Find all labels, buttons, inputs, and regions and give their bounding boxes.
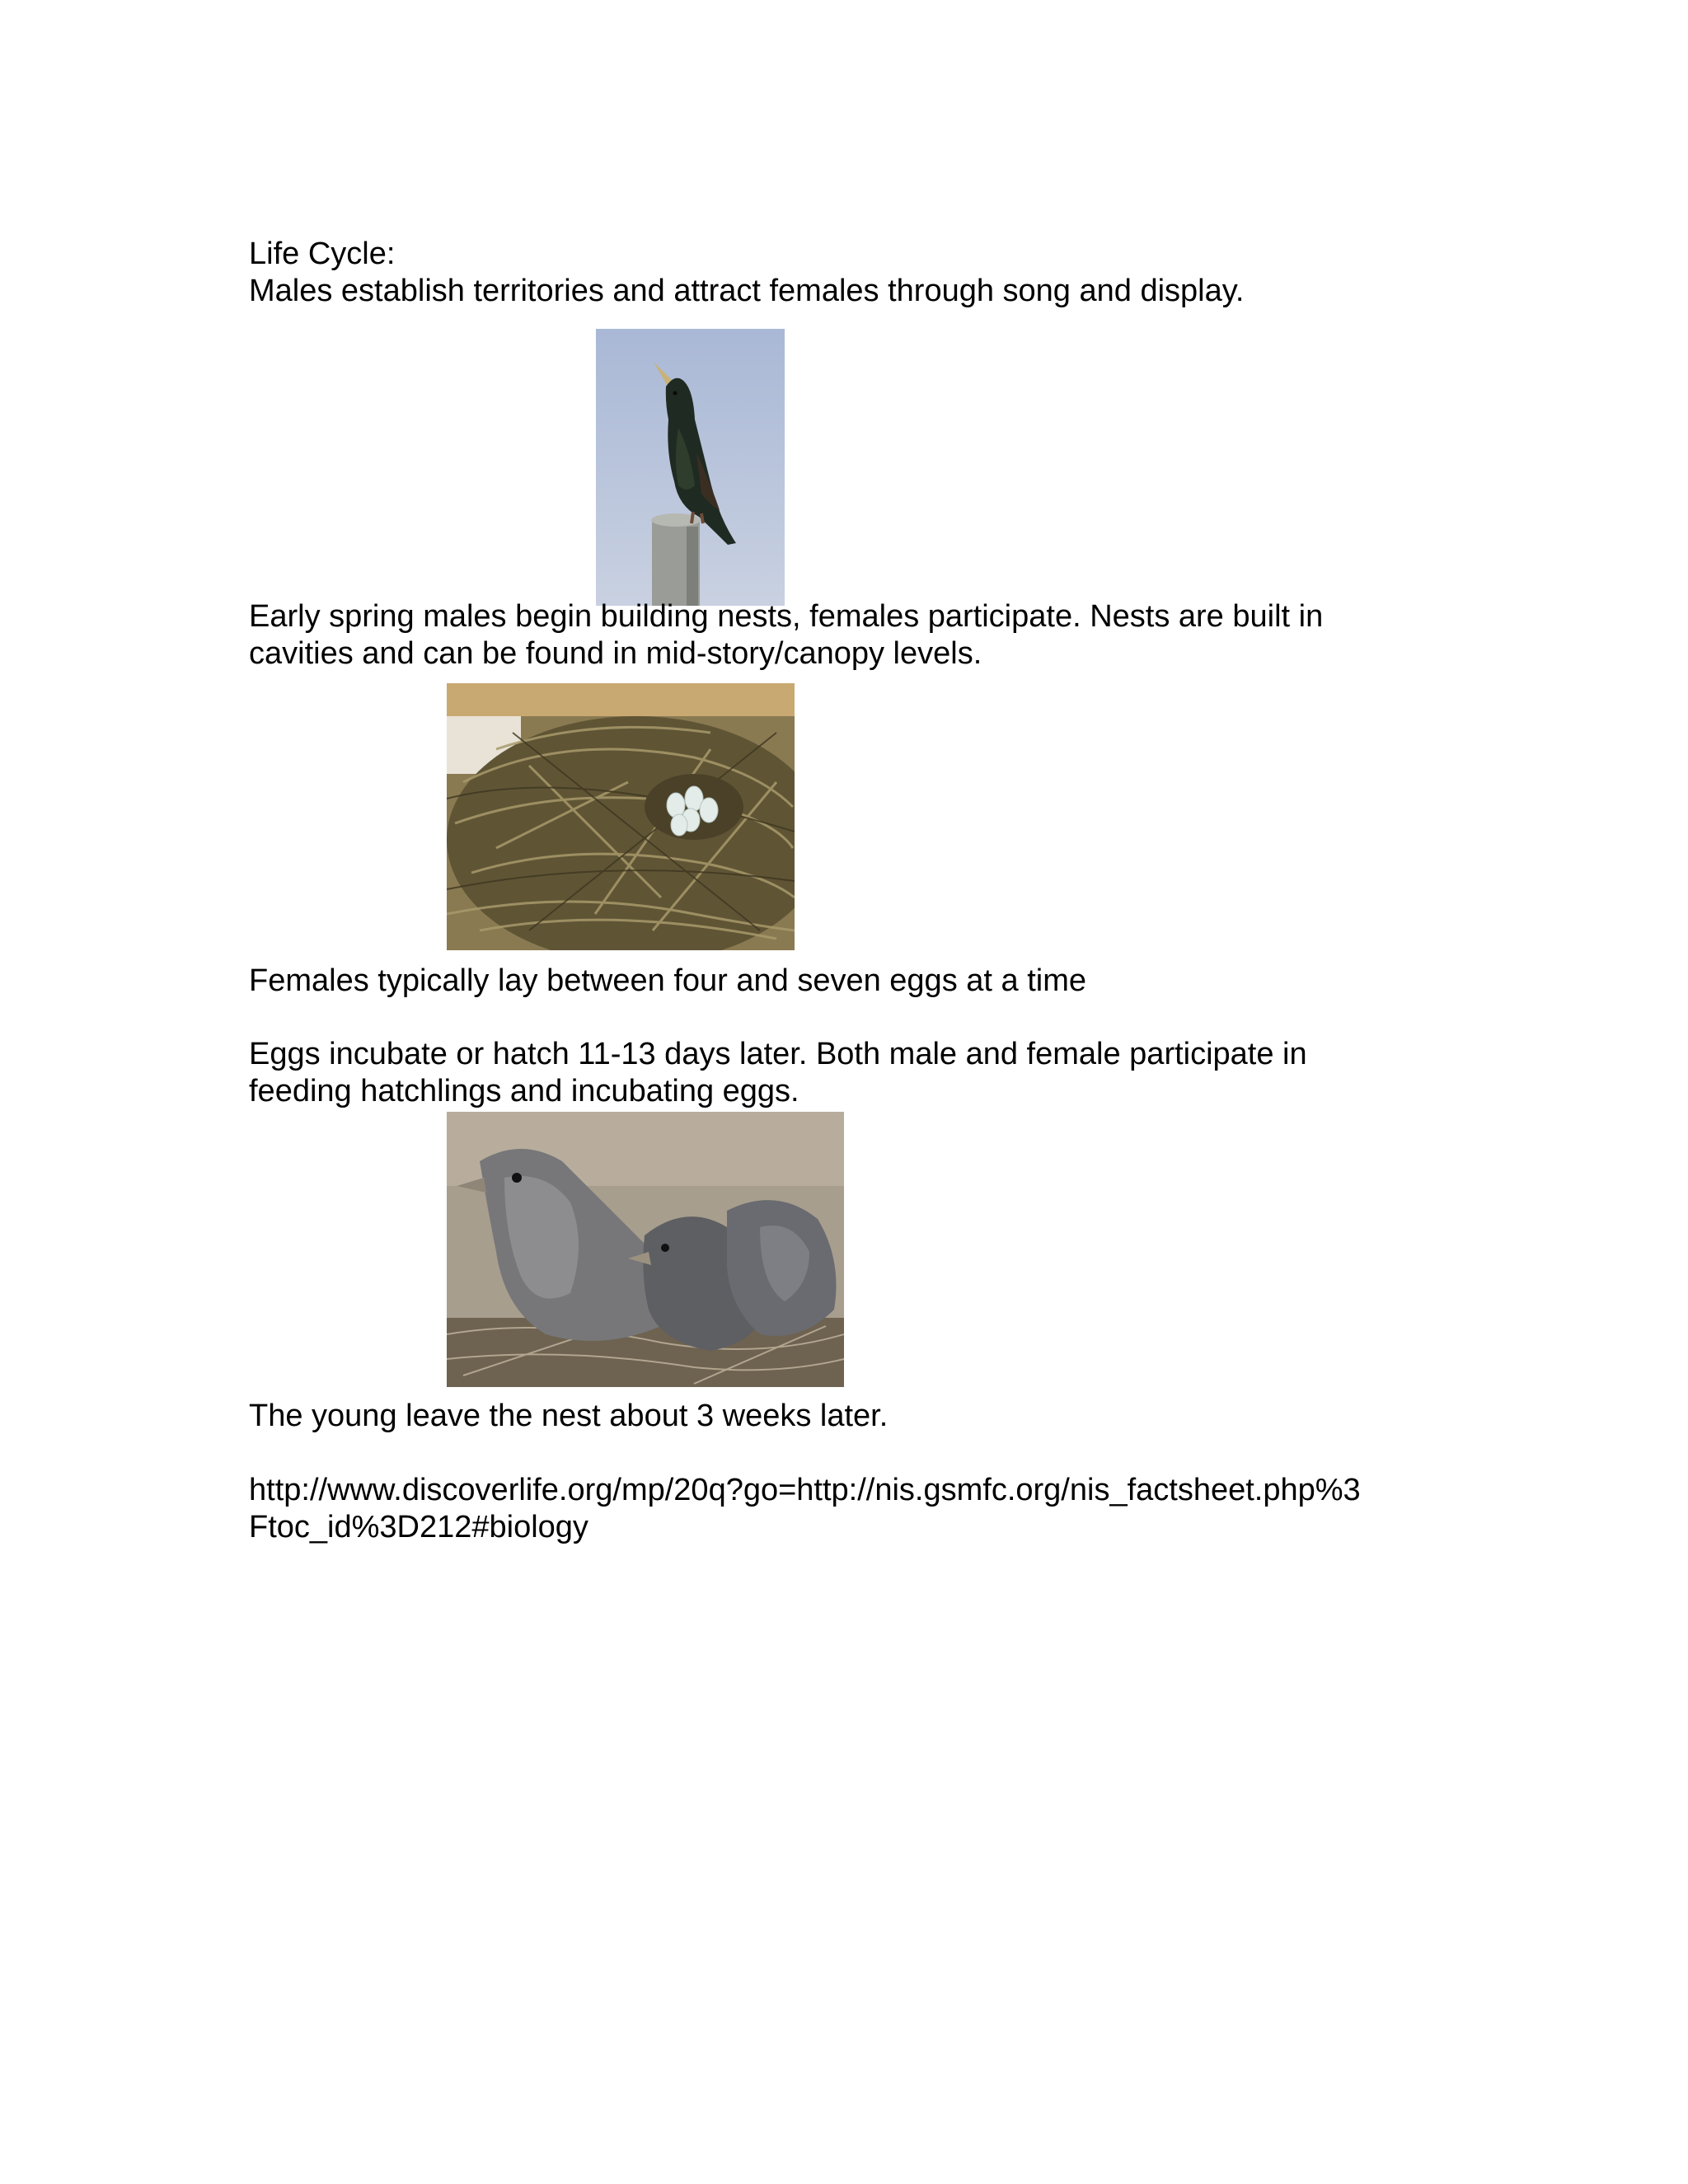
singing-starling-photo bbox=[596, 329, 785, 606]
hatchlings-photo bbox=[447, 1112, 844, 1387]
paragraph-eggs-laid: Females typically lay between four and seven eggs at a time bbox=[249, 963, 1086, 998]
paragraph-nest-building-2: cavities and can be found in mid-story/canopy levels. bbox=[249, 636, 982, 671]
source-url-line-2: Ftoc_id%3D212#biology bbox=[249, 1510, 588, 1544]
paragraph-incubation-1: Eggs incubate or hatch 11-13 days later. Both male and female participate in bbox=[249, 1037, 1307, 1071]
paragraph-fledging: The young leave the nest about 3 weeks later. bbox=[249, 1399, 889, 1433]
nest-with-eggs-photo bbox=[447, 683, 795, 950]
paragraph-incubation-2: feeding hatchlings and incubating eggs. bbox=[249, 1074, 799, 1108]
paragraph-nest-building-1: Early spring males begin building nests, females participate. Nests are built in bbox=[249, 599, 1324, 634]
source-url-line-1: http://www.discoverlife.org/mp/20q?go=http://nis.gsmfc.org/nis_factsheet.php%3 bbox=[249, 1473, 1361, 1507]
paragraph-territories: Males establish territories and attract females through song and display. bbox=[249, 274, 1245, 308]
life-cycle-heading: Life Cycle: bbox=[249, 237, 396, 271]
